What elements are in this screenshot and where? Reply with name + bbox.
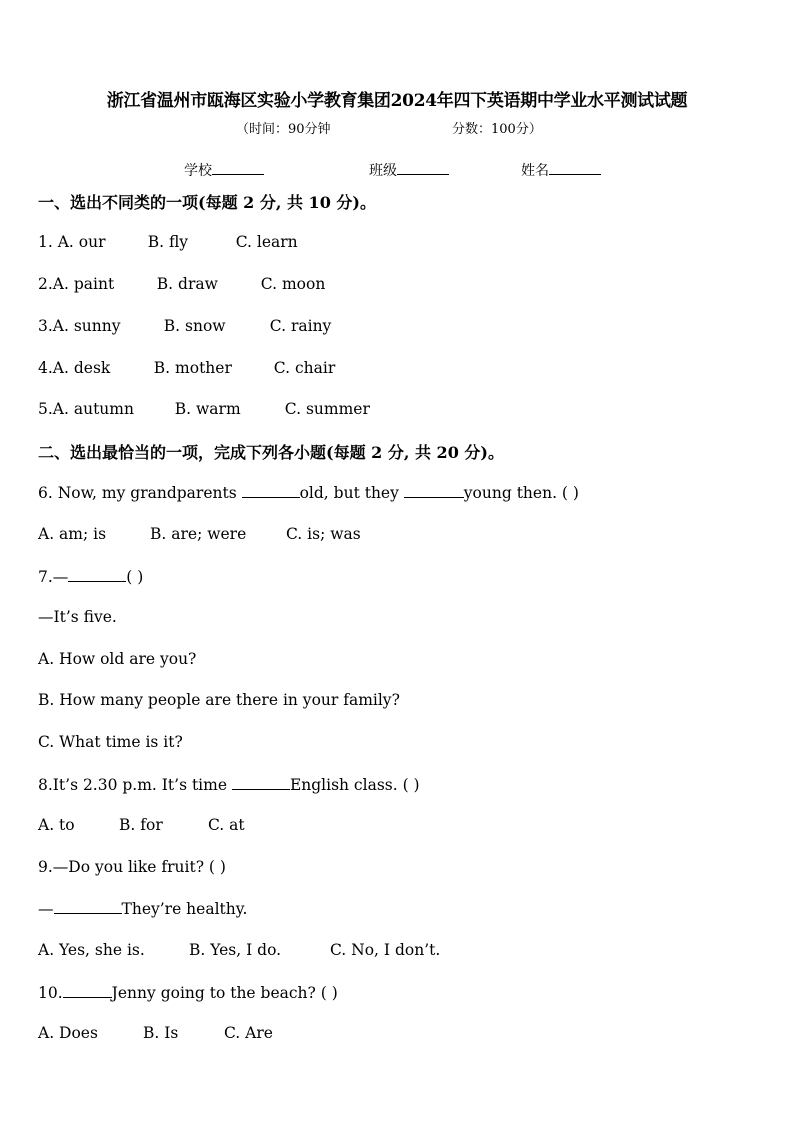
question-7-option-b: B. How many people are there in your family? [38,691,400,709]
question-text: Jenny going to the beach? ( ) [111,984,338,1002]
section2-heading: 二、选出最恰当的一项，完成下列各小题(每题 2 分, 共 20 分)。 [38,443,504,462]
question-6-options [38,525,361,543]
exam-title: 浙江省温州市瓯海区实验小学教育集团2024年四下英语期中学业水平测试试题 [106,91,688,111]
question-8 [38,775,420,794]
question-3 [38,317,331,335]
question-2 [38,275,325,293]
question-10-options [38,1024,273,1042]
option-a: A. autumn [52,400,134,418]
name-blank[interactable] [549,162,601,175]
option-a: A. paint [52,275,115,293]
answer-blank[interactable] [68,567,126,582]
option-c: C. summer [284,400,370,418]
section1-heading: 一、选出不同类的一项(每题 2 分, 共 10 分)。 [38,193,376,212]
school-label: 学校 [184,163,212,179]
answer-blank[interactable] [63,983,112,998]
question-7 [38,567,143,586]
question-text: 7.— [38,568,69,586]
question-7-option-a: A. How old are you? [38,650,197,668]
school-blank[interactable] [212,162,264,175]
answer-blank[interactable] [242,483,300,498]
school-field [184,160,264,180]
option-b: B. mother [153,359,232,377]
question-7-reply: —It’s five. [38,608,117,626]
option-a: A. Does [38,1024,98,1042]
option-b: B. Is [143,1024,179,1042]
option-b: B. snow [163,317,226,335]
option-c: C. moon [260,275,326,293]
option-c: C. No, I don’t. [330,941,441,959]
question-number: 5. [38,400,53,418]
option-a: A. desk [52,359,111,377]
question-text: 8.It’s 2.30 p.m. It’s time [38,776,232,794]
option-b: B. fly [147,233,189,251]
option-b: B. Yes, I do. [189,941,282,959]
question-10 [38,983,338,1002]
option-b: B. warm [174,400,241,418]
question-4 [38,359,335,377]
option-c: C. at [208,816,245,834]
question-text: 10. [38,984,63,1002]
question-text: old, but they [299,484,404,502]
question-text: 6. Now, my grandparents [38,484,242,502]
question-5 [38,400,370,418]
option-b: B. draw [156,275,218,293]
question-text: young then. ( ) [463,484,579,502]
name-label: 姓名 [521,163,549,179]
option-b: B. for [119,816,163,834]
answer-blank[interactable] [54,899,122,914]
exam-score: 分数：100分） [452,122,542,137]
question-8-options [38,816,245,834]
class-blank[interactable] [397,162,449,175]
question-number: 2. [38,275,53,293]
question-1 [38,233,298,251]
question-text: ( ) [126,568,144,586]
option-a: A. sunny [52,317,121,335]
name-field [521,160,601,180]
question-7-option-c: C. What time is it? [38,733,183,751]
question-6 [38,483,579,502]
option-a: A. to [38,816,75,834]
option-c: C. Are [224,1024,273,1042]
option-c: C. is; was [286,525,361,543]
exam-time: （时间：90分钟 [236,122,331,137]
question-number: 1. [38,233,58,251]
answer-blank[interactable] [404,483,464,498]
question-number: 3. [38,317,53,335]
question-9: 9.—Do you like fruit? ( ) [38,858,226,876]
option-c: C. chair [273,359,336,377]
answer-blank[interactable] [232,775,290,790]
question-text: They’re healthy. [121,900,248,918]
question-text: — [38,900,54,918]
option-a: A. Yes, she is. [38,941,145,959]
question-9-reply [38,899,247,918]
option-c: C. learn [235,233,298,251]
option-a: A. am; is [38,525,107,543]
question-9-options [38,941,440,959]
class-label: 班级 [369,163,397,179]
class-field [369,160,449,180]
option-c: C. rainy [269,317,332,335]
question-text: English class. ( ) [289,776,420,794]
option-a: A. our [57,233,106,251]
question-number: 4. [38,359,53,377]
option-b: B. are; were [150,525,247,543]
